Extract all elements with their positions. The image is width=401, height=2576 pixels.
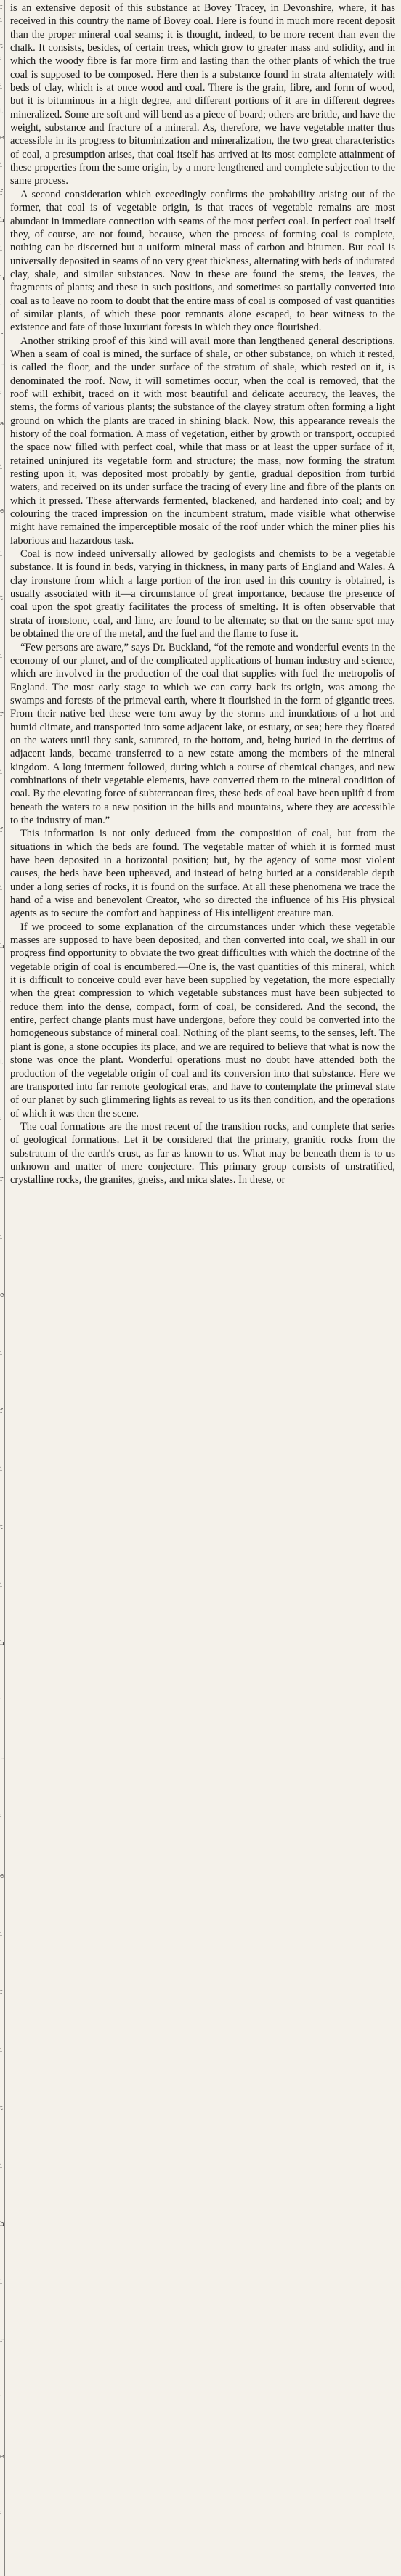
paragraph-bovey-coal: is an extensive deposit of this substance at Bovey Tracey, in Devonshire, where, it has received in this country the name of Bovey coal. Here is found in much more recent deposit than the proper mineral coal seams; it is thought, indeed, to be more recent than even the chalk. It consists, besides, of certain trees, which grow to greater mass and solidity, and in which the woody fibre is far more firm and lasting than the other plants of which the true coal is supposed to be composed. Here then is a substance found in strata alternately with beds of clay, which is at once wood and coal. There is the grain, fibre, and form of wood, but it is bituminous in a high degree, and different portions of it are in different degrees mineralized. Some are soft and will bend as a piece of board; others are brittle, and have the weight, substance and fracture of a mineral. As, therefore, we have vegetable matter thus accessible in its progress to bituminization and mineralization, the two great characteristics of coal, a presumption arises, that coal itself has arrived at its most complete attainment of these properties from the same origin, by a more lengthened and complete subjection to the same process. xyxy=(10,2,395,187)
paragraph-coal-formations: The coal formations are the most recent of the transition rocks, and complete that series of geological formations. Let it be considered that the primary, granitic rocks from the substratum of the earth's crust, as far as known to us. What may be beneath them is to us unknown and matter of mere conjecture. This primary group consists of unstratified, crystalline rocks, the granites, gneiss, and mica slates. In these, or xyxy=(10,1120,395,1186)
gutter-marks: f i t i i t e i f h i h i f r i a i e i t i r i f i h i t i r i e i f i t i h i r i e i f i t i h i r i e i xyxy=(0,4,4,2519)
paragraph-coal-vegetable-substance: Coal is now indeed universally allowed by geologists and chemists to be a vegetable substance. It is found in beds, varying in thickness, in many parts of England and Wales. A clay ironstone from which a large portion of the iron used in this country is obtained, is usually associated with it—a circumstance of great importance, because the presence of coal upon the spot greatly facilitates the process of smelting. It is often observable that strata of ironstone, coal, and lime, are found to be alternate; so that on the same spot may be obtained the ore of the metal, and the fuel and the flame to fuse it. xyxy=(10,548,395,640)
paragraph-second-consideration: A second consideration which exceedingly confirms the probability arising out of the former, that coal is of vegetable origin, is that traces of vegetable remains are most abundant in immediate connection with seams of the most perfect coal. In perfect coal itself they, of course, are not found, because, when the process of forming coal is complete, nothing can be discerned but a uniform mineral mass of carbon and bitumen. But coal is universally deposited in seams of no very great thickness, alternating with beds of indurated clay, shale, and similar substances. Now in these are found the stems, the leaves, the fragments of plants; and these in such positions, and sometimes so partially converted into coal as to leave no room to doubt that the entire mass of coal is composed of vast quantities of similar plants, of which these poor remnants alone escaped, to bear witness to the existence and fate of those luxuriant forests in which they once flourished. xyxy=(10,188,395,334)
paragraph-information-deduced: This information is not only deduced from the composition of coal, but from the situations in which the beds are found. The vegetable matter of which it is formed must have been deposited in a horizontal position; but, by the agency of some most violent causes, the beds have been upheaved, and instead of being buried at a considerable depth under a long series of rocks, it is found on the surface. At all these phenomena we trace the hand of a wise and benevolent Creator, who so directed the influence of his His physical agents as to secure the comfort and happiness of His intelligent creature man. xyxy=(10,828,395,920)
column-rule xyxy=(4,0,5,2576)
article-column xyxy=(10,1,395,1187)
paragraph-striking-proof: Another striking proof of this kind will avail more than lengthened general descriptions. When a seam of coal is mined, the surface of shale, or other substance, on which it rested, is called the floor, and the under surface of the stratum of shale, which rested on it, is denominated the roof. Now, it will sometimes occur, when the coal is removed, that the roof will exhibit, traced on it with most beautiful and delicate accuracy, the leaves, the stems, the forms of various plants; the substance of the clayey stratum often forming a light ground on which the plants are traced in shining black. Now, this appearance reveals the history of the coal formation. A mass of vegetation, either by growth or transport, occupied the space now filled with perfect coal, while that mass or at least the upper surface of it, retained uninjured its vegetable form and structure; the mass, now forming the stratum resting upon it, was deposited most probably by gentle, gradual deposition from turbid waters, and received on its under surface the tracing of every line and fibre of the plants on which it pressed. These afterwards fermented, blackened, and hardened into coal; and by colouring the traced impression on the incumbent stratum, made visible what otherwise might have remained the imperceptible mosaic of the roof under which the miner plies his laborious and hazardous task. xyxy=(10,335,395,547)
paragraph-buckland-quote: “Few persons are aware,” says Dr. Buckland, “of the remote and wonderful events in the economy of our planet, and of the complicated applications of human industry and science, which are involved in the production of the coal that supplies with fuel the metropolis of England. The most early stage to which we can carry back its origin, was among the swamps and forests of the primeval earth, where it flourished in the form of gigantic trees. From their native bed these were torn away by the storms and inundations of a hot and humid climate, and transported into some adjacent lake, or estuary, or sea; here they floated on the waters until they sank, saturated, to the bottom, and, being buried in the detritus of adjacent lands, became transferred to a new estate among the members of the mineral kingdom. A long interment followed, during which a course of chemical changes, and new combinations of their vegetable elements, have converted them to the mineral condition of coal. By the elevating force of subterranean fires, these beds of coal have been uplift d from beneath the waters to a new position in the hills and mountains, where they are accessible to the industry of man.” xyxy=(10,641,395,826)
paragraph-explanation-circumstances: If we proceed to some explanation of the circumstances under which these vegetable masses are supposed to have been deposited, and then converted into coal, we shall in our progress find opportunity to obviate the two great difficulties with which the doctrine of the vegetable origin of coal is encumbered.—One is, the vast quantities of this mineral, which it is difficult to conceive could ever have been supplied by vegetation, the more especially when the great compression to which vegetable substances must have been subjected to reduce them into the dense, compact, form of coal, be considered. And the second, the entire, perfect change plants must have undergone, before they could be converted into the homogeneous substance of mineral coal. Nothing of the plant seems, to the senses, left. The plant is gone, a stone occupies its place, and we are required to believe that what is now the stone was once the plant. Wonderful operations must no doubt have attended both the production of the vegetable origin of coal and its conversion into that substance. Here we are transported into far remote geological eras, and have to contemplate the primeval state of our planet by such glimmering lights as reveal to us its then condition, and the operations of which it was then the scene. xyxy=(10,921,395,1120)
